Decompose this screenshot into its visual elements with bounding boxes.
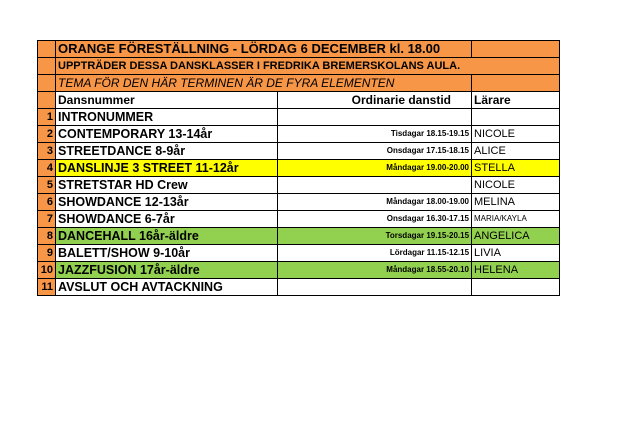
row-number: 9	[38, 245, 56, 262]
teacher-name: MARIA/KAYLA	[472, 211, 560, 228]
dance-name: SHOWDANCE 12-13år	[56, 194, 278, 211]
dance-time: Tisdagar 18.15-19.15	[278, 126, 472, 143]
table-row	[38, 194, 560, 211]
teacher-name: MELINA	[472, 194, 560, 211]
row-number: 6	[38, 194, 56, 211]
corner-cell	[38, 75, 56, 92]
dance-time: Onsdagar 16.30-17.15	[278, 211, 472, 228]
dance-name: SHOWDANCE 6-7år	[56, 211, 278, 228]
teacher-name: LIVIA	[472, 245, 560, 262]
teacher-name	[472, 279, 560, 296]
teacher-name: ALICE	[472, 143, 560, 160]
dance-time: Måndagar 19.00-20.00	[278, 160, 472, 177]
subtitle-row	[38, 58, 560, 75]
table-row	[38, 109, 560, 126]
corner-cell	[38, 92, 56, 109]
row-number: 1	[38, 109, 56, 126]
table-row	[38, 245, 560, 262]
dance-name: JAZZFUSION 17år-äldre	[56, 262, 278, 279]
column-header-row	[38, 92, 560, 109]
theme-row	[38, 75, 560, 92]
row-number: 8	[38, 228, 56, 245]
dance-name: DANSLINJE 3 STREET 11-12år	[56, 160, 278, 177]
title-filler-cell	[472, 41, 560, 58]
show-subtitle: UPPTRÄDER DESSA DANSKLASSER I FREDRIKA BREMERSKOLANS AULA.	[56, 58, 560, 75]
table-row	[38, 262, 560, 279]
row-number: 3	[38, 143, 56, 160]
table-row	[38, 228, 560, 245]
dance-name: STRETSTAR HD Crew	[56, 177, 278, 194]
table-row	[38, 160, 560, 177]
row-number: 5	[38, 177, 56, 194]
dance-time: Måndagar 18.55-20.10	[278, 262, 472, 279]
column-header-name: Dansnummer	[56, 92, 278, 109]
dance-time	[278, 279, 472, 296]
dance-name: DANCEHALL 16år-äldre	[56, 228, 278, 245]
table-row	[38, 279, 560, 296]
theme-text: TEMA FÖR DEN HÄR TERMINEN ÄR DE FYRA ELEMENTEN	[56, 75, 472, 92]
teacher-name: NICOLE	[472, 126, 560, 143]
dance-name: INTRONUMMER	[56, 109, 278, 126]
dance-time	[278, 109, 472, 126]
dance-name: BALETT/SHOW 9-10år	[56, 245, 278, 262]
table-row	[38, 177, 560, 194]
dance-time: Onsdagar 17.15-18.15	[278, 143, 472, 160]
teacher-name: ANGELICA	[472, 228, 560, 245]
row-number: 11	[38, 279, 56, 296]
show-title: ORANGE FÖRESTÄLLNING - LÖRDAG 6 DECEMBER kl. 18.00	[56, 41, 472, 58]
teacher-name: STELLA	[472, 160, 560, 177]
table-row	[38, 211, 560, 228]
teacher-name: NICOLE	[472, 177, 560, 194]
dance-name: AVSLUT OCH AVTACKNING	[56, 279, 278, 296]
teacher-name	[472, 109, 560, 126]
corner-cell	[38, 58, 56, 75]
dance-time: Torsdagar 19.15-20.15	[278, 228, 472, 245]
title-row	[38, 41, 560, 58]
dance-time: Lördagar 11.15-12.15	[278, 245, 472, 262]
dance-name: STREETDANCE 8-9år	[56, 143, 278, 160]
row-number: 4	[38, 160, 56, 177]
row-number: 10	[38, 262, 56, 279]
dance-name: CONTEMPORARY 13-14år	[56, 126, 278, 143]
table-row	[38, 126, 560, 143]
table-row	[38, 143, 560, 160]
schedule-table	[37, 40, 560, 296]
dance-time	[278, 177, 472, 194]
row-number: 7	[38, 211, 56, 228]
corner-cell	[38, 41, 56, 58]
column-header-time: Ordinarie danstid	[278, 92, 472, 109]
dance-time: Måndagar 18.00-19.00	[278, 194, 472, 211]
theme-filler-cell	[472, 75, 560, 92]
row-number: 2	[38, 126, 56, 143]
teacher-name: HELENA	[472, 262, 560, 279]
column-header-teacher: Lärare	[472, 92, 560, 109]
